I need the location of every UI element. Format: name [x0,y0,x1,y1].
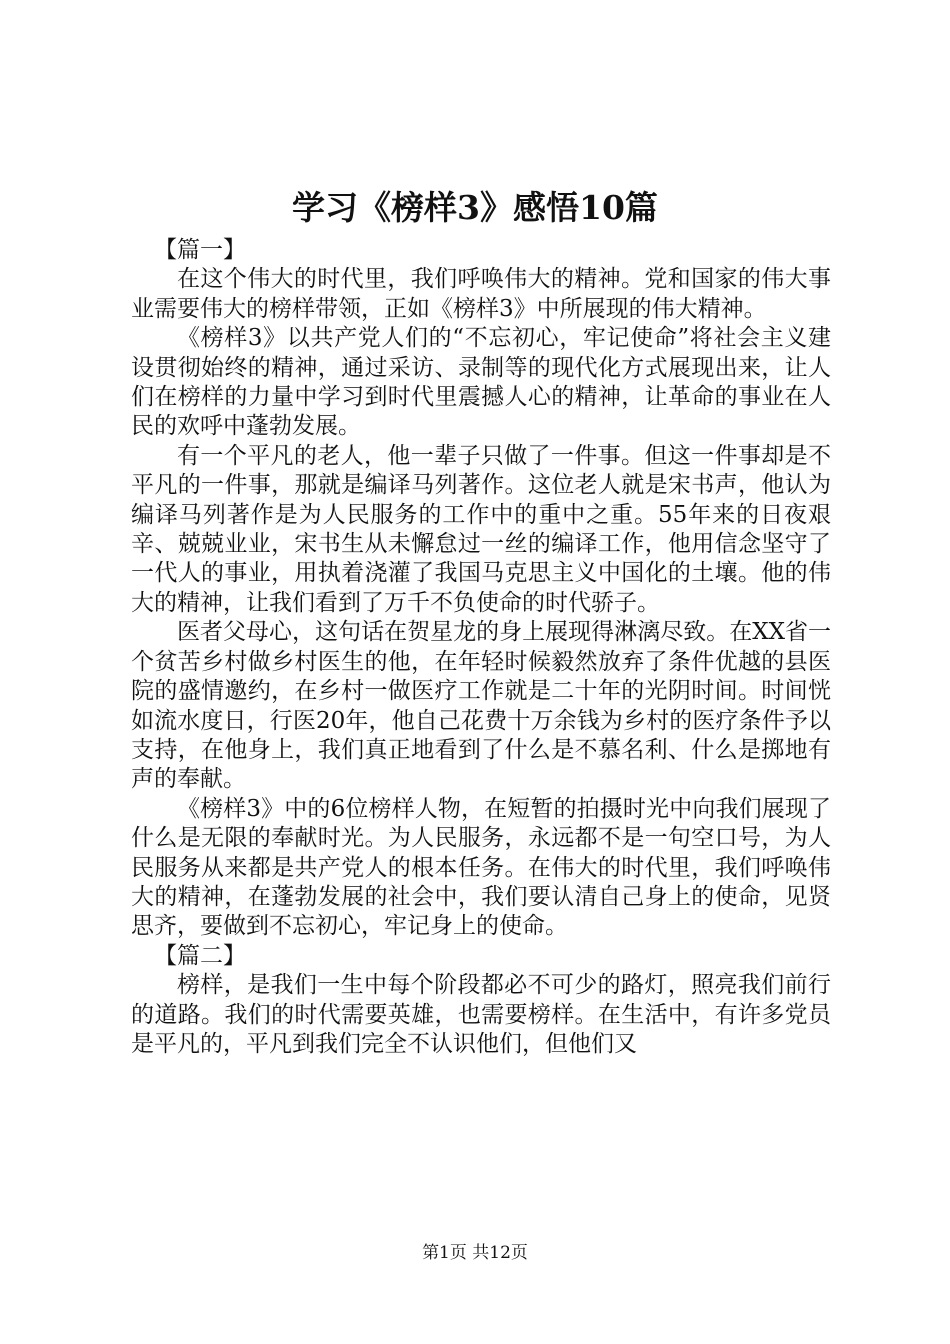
document-body [131,236,831,1059]
paragraph: 在这个伟大的时代里，我们呼唤伟大的精神。党和国家的伟大事业需要伟大的榜样带领，正如《榜样3》中所展现的伟大精神。 [131,266,831,322]
paragraph: 医者父母心，这句话在贺星龙的身上展现得淋漓尽致。在XX省一个贫苦乡村做乡村医生的他，在年轻时候毅然放弃了条件优越的县医院的盛情邀约，在乡村一做医疗工作就是二十年的光阴时间。时间恍如流水度日，行医20年，他自己花费十万余钱为乡村的医疗条件予以支持，在他身上，我们真正地看到了什么是不慕名利、什么是掷地有声的奉献。 [131,619,831,793]
paragraph: 有一个平凡的老人，他一辈子只做了一件事。但这一件事却是不平凡的一件事，那就是编译马列著作。这位老人就是宋书声，他认为编译马列著作是为人民服务的工作中的重中之重。55年来的日夜艰辛、兢兢业业，宋书生从未懈怠过一丝的编译工作，他用信念坚守了一代人的事业，用执着浇灌了我国马克思主义中国化的土壤。他的伟大的精神，让我们看到了万千不负使命的时代骄子。 [131,442,831,616]
paragraph: 《榜样3》以共产党人们的“不忘初心，牢记使命”将社会主义建设贯彻始终的精神，通过采访、录制等的现代化方式展现出来，让人们在榜样的力量中学习到时代里震撼人心的精神，让革命的事业在人民的欢呼中蓬勃发展。 [131,325,831,440]
paragraph: 榜样，是我们一生中每个阶段都必不可少的路灯，照亮我们前行的道路。我们的时代需要英雄，也需要榜样。在生活中，有许多党员是平凡的，平凡到我们完全不认识他们，但他们又 [131,972,831,1057]
page-title: 学习《榜样3》感悟10篇 [292,188,658,227]
section-heading: 【篇一】 [154,237,246,263]
section-2 [131,942,831,1060]
paragraph: 《榜样3》中的6位榜样人物，在短暂的拍摄时光中向我们展现了什么是无限的奉献时光。为人民服务，永远都不是一句空口号，为人民服务从来都是共产党人的根本任务。在伟大的时代里，我们呼唤伟大的精神，在蓬勃发展的社会中，我们要认清自己身上的使命，见贤思齐，要做到不忘初心，牢记身上的使命。 [131,795,831,940]
section-1 [131,236,831,942]
page-footer: 第1页 共12页 [422,1243,528,1263]
section-heading: 【篇二】 [154,942,246,969]
